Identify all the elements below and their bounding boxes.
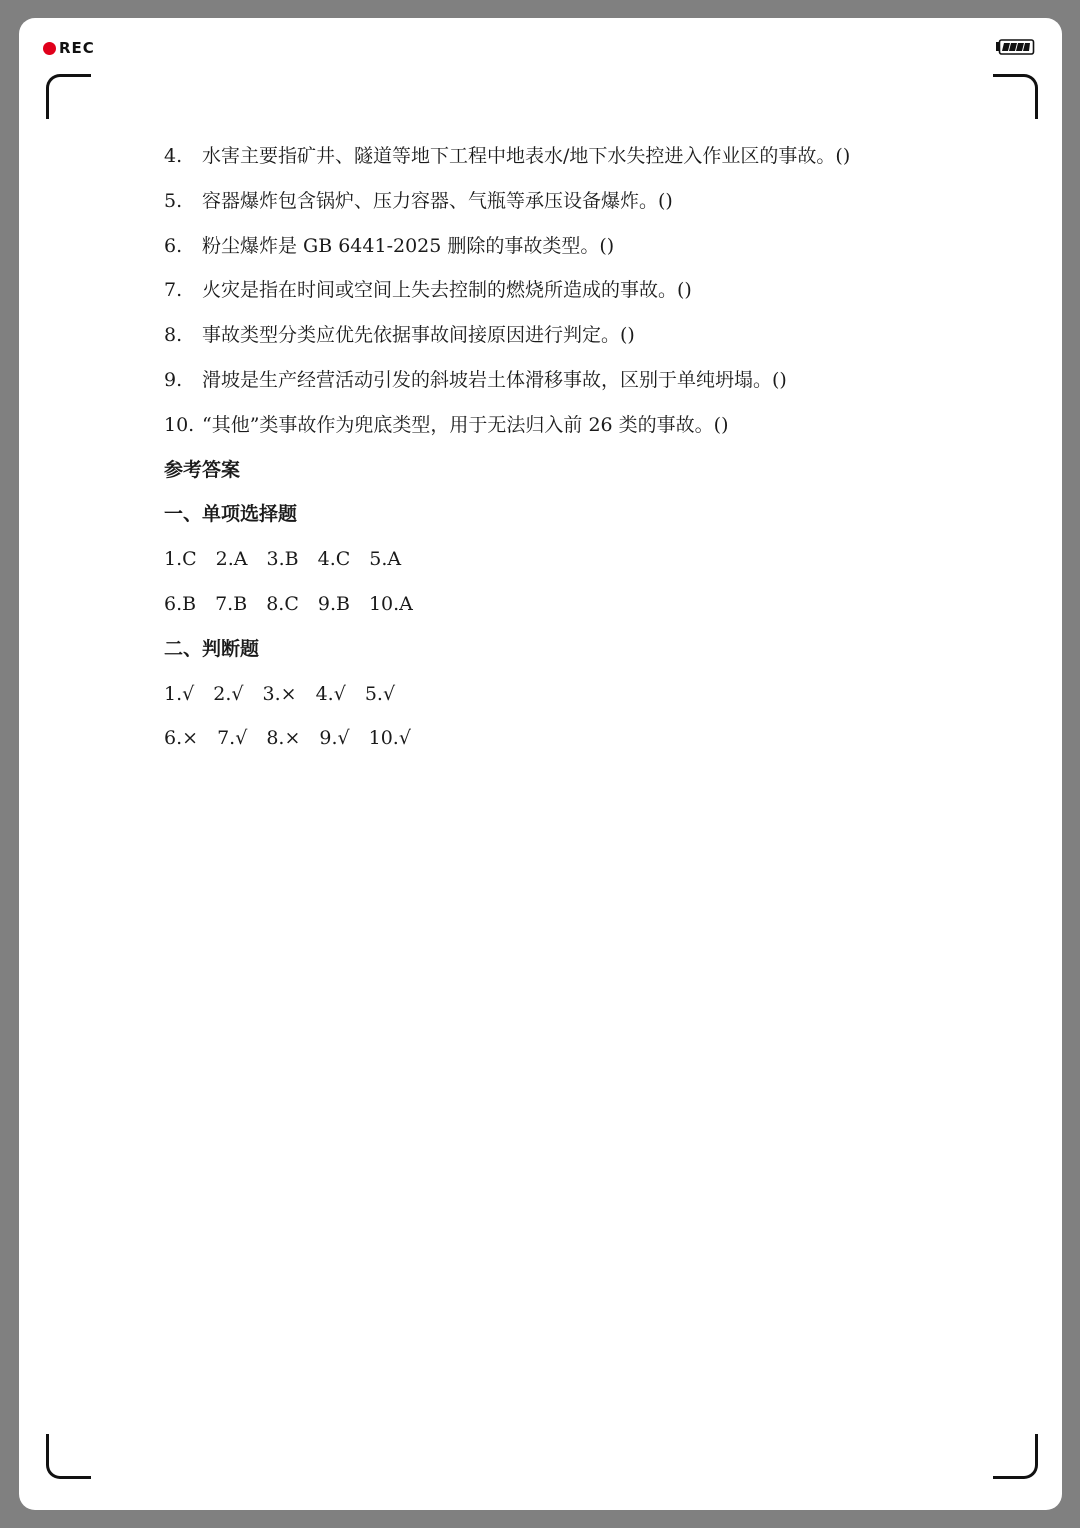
question-item [164,134,984,179]
answer-item: 9.B [317,592,350,615]
viewfinder-corner-bottom-right [993,1434,1038,1479]
answer-item: 4.C [317,548,351,571]
answer-item: 3.× [262,682,297,705]
answer-item: 7.B [215,592,248,615]
question-number: 8. [164,324,183,347]
document-content [164,134,984,761]
question-number: 5. [164,189,183,212]
question-text: 水害主要指矿井、隧道等地下工程中地表水/地下水失控进入作业区的事故。() [202,145,851,167]
battery-full-icon [995,39,1035,55]
answer-item: 6.× [164,727,199,750]
answer-item: 8.C [266,592,299,615]
answer-item: 7.√ [217,727,248,750]
rec-label: REC [59,39,95,57]
answer-row [164,582,984,627]
answer-item: 2.A [215,548,248,571]
question-number: 7. [164,279,183,302]
question-number: 4. [164,145,183,167]
section-title-single-choice: 一、单项选择题 [164,503,298,526]
question-text: 容器爆炸包含锅炉、压力容器、气瓶等承压设备爆炸。() [202,189,673,212]
answer-row [164,672,984,717]
question-item [164,224,984,269]
answer-item: 8.× [266,727,301,750]
viewfinder-corner-bottom-left [46,1434,91,1479]
question-text: 火灾是指在时间或空间上失去控制的燃烧所造成的事故。() [202,279,692,302]
question-number: 6. [164,234,183,257]
answer-item: 3.B [266,548,299,571]
document-page [19,18,1062,1510]
answers-title: 参考答案 [164,458,241,481]
answer-row [164,716,984,761]
question-item [164,403,984,448]
answer-item: 6.B [164,592,197,615]
answer-item: 2.√ [213,682,244,705]
answer-item: 1.C [164,548,197,571]
answer-item: 5.√ [364,682,396,705]
answer-item: 5.A [369,548,402,571]
answer-item: 10.A [368,592,413,615]
answer-item: 10.√ [368,727,411,750]
recording-indicator [43,39,95,57]
question-number: 9. [164,368,183,391]
section-title-true-false: 二、判断题 [164,637,260,660]
question-item [164,313,984,358]
record-dot-icon [43,42,56,55]
answer-row [164,537,984,582]
question-number: 10. [164,413,195,436]
question-item [164,179,984,224]
question-text: 滑坡是生产经营活动引发的斜坡岩土体滑移事故，区别于单纯坍塌。() [202,368,787,391]
viewfinder-corner-top-right [993,74,1038,119]
answer-item: 4.√ [315,682,346,705]
question-item [164,358,984,403]
question-item [164,268,984,313]
question-text: 事故类型分类应优先依据事故间接原因进行判定。() [202,324,635,347]
answer-item: 1.√ [164,682,195,705]
question-text: 粉尘爆炸是 GB 6441-2025 删除的事故类型。() [202,234,615,257]
answer-item: 9.√ [319,727,350,750]
question-text: “其他”类事故作为兜底类型，用于无法归入前 26 类的事故。() [202,413,729,436]
viewfinder-corner-top-left [46,74,91,119]
